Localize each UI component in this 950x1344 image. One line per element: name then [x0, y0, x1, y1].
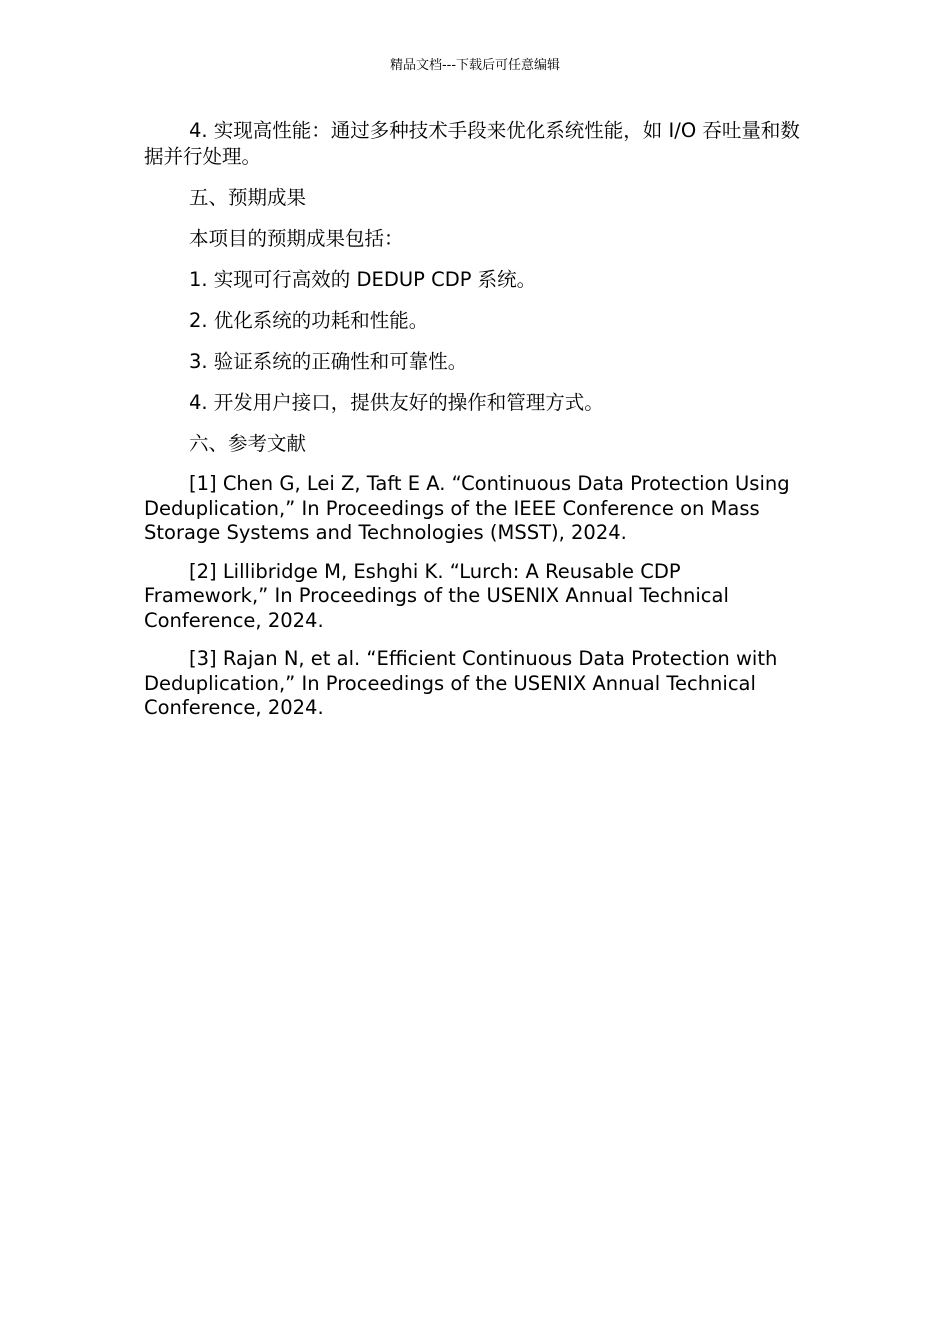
result-item-4: 4. 开发用户接口，提供友好的操作和管理方式。 — [189, 391, 604, 414]
expected-results-intro: 本项目的预期成果包括： — [189, 227, 404, 250]
section-heading-references: 六、参考文献 — [189, 432, 307, 455]
reference-1: [1] Chen G, Lei Z, Taft E A. “Continuous Data Protection Using Deduplication,” In Proceedings of the IEEE Conference on Mass Storage Systems and Technologies (MSST), 2024. — [144, 472, 790, 544]
result-item-2: 2. 优化系统的功耗和性能。 — [189, 309, 429, 332]
result-item-3: 3. 验证系统的正确性和可靠性。 — [189, 350, 468, 373]
section-heading-expected-results: 五、预期成果 — [189, 186, 307, 209]
result-item-1: 1. 实现可行高效的 DEDUP CDP 系统。 — [189, 268, 537, 291]
reference-2: [2] Lillibridge M, Eshghi K. “Lurch: A Reusable CDP Framework,” In Proceedings of the USENIX Annual Technical Conference, 2024. — [144, 559, 729, 632]
page-header: 精品文档---下载后可任意编辑 — [389, 58, 561, 73]
reference-3: [3] Rajan N, et al. “Efficient Continuous Data Protection with Deduplication,” In Proceedings of the USENIX Annual Technical Conference, 2024. — [144, 647, 778, 719]
document-body — [144, 118, 808, 721]
goal-item-4: 4. 实现高性能：通过多种技术手段来优化系统性能，如 I/O 吞吐量和数据并行处理。 — [144, 119, 800, 168]
